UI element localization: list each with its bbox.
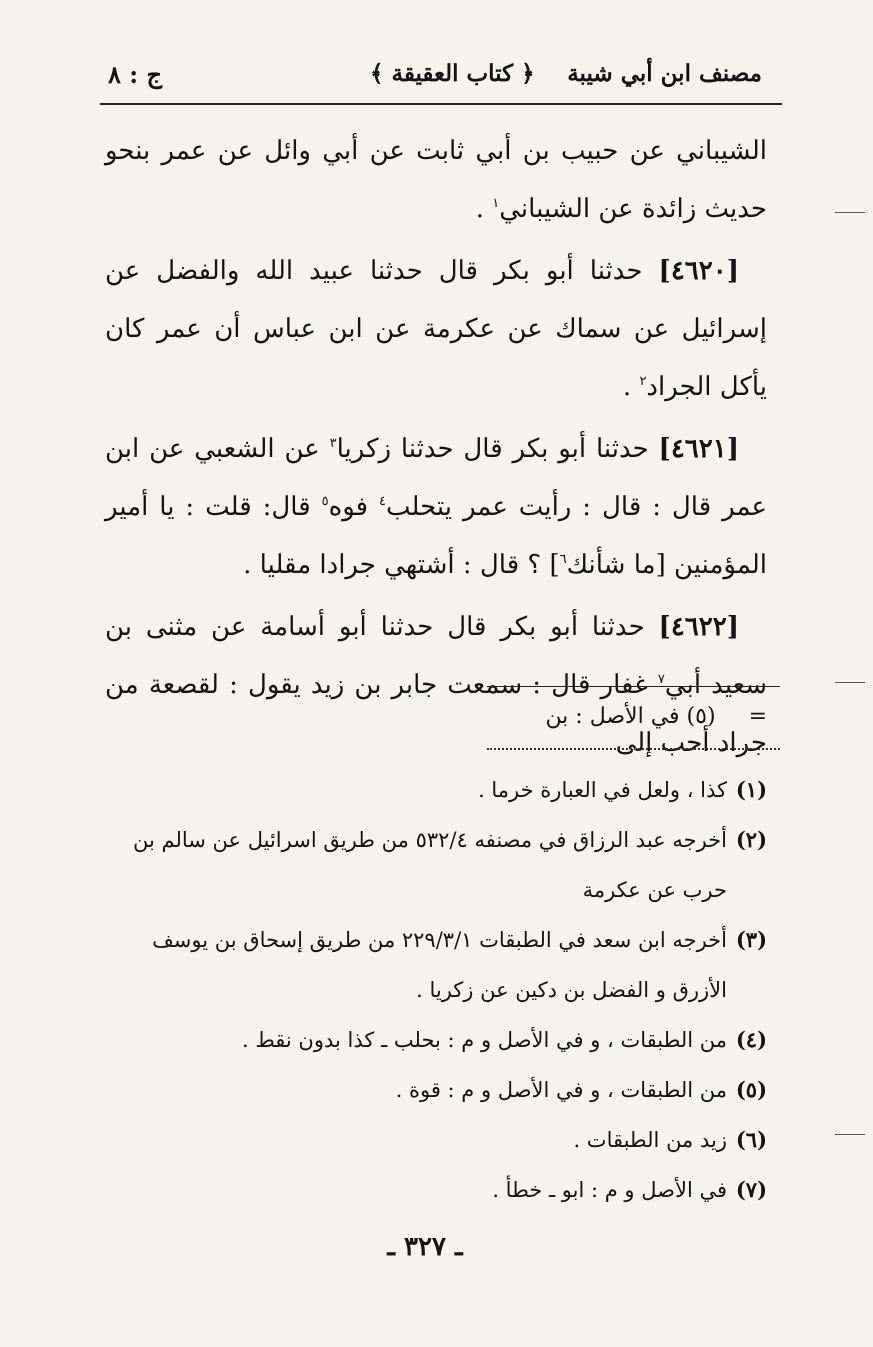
footnote-text: في الأصل و م : ابو ـ خطأ . xyxy=(492,1178,727,1202)
footnote-ref: ٥ xyxy=(321,494,329,509)
hadith-paragraph xyxy=(105,420,767,594)
continuation-marker: = xyxy=(748,704,767,729)
hadith-number: [٤٦٢٠] xyxy=(658,256,740,286)
footnote-number: (٦) xyxy=(735,1127,767,1152)
footnote-ref: ٦ xyxy=(559,552,567,567)
hadith-paragraph xyxy=(105,122,767,238)
footnote xyxy=(105,915,767,1015)
footnote-text: زيد من الطبقات . xyxy=(573,1128,727,1152)
paragraph-text: قال: قلت : يا أمير المؤمنين [ما شأنك xyxy=(105,492,767,580)
wavy-divider xyxy=(487,748,780,750)
footnote-ref: ٤ xyxy=(379,494,386,509)
paragraph-text: . xyxy=(622,372,640,402)
footnote-number: (٣) xyxy=(735,927,767,952)
paragraph-text: ] ؟ قال : أشتهي جرادا مقليا . xyxy=(243,550,560,580)
footnote xyxy=(105,815,767,915)
hadith-paragraph xyxy=(105,242,767,416)
footnote-number: (٧) xyxy=(735,1177,767,1202)
footnote-number: (٤) xyxy=(735,1027,767,1052)
footnote-text: أخرجه عبد الرزاق في مصنفه ٥٣٢/٤ من طريق اسرائيل عن سالم بن حرب عن عكرمة xyxy=(132,828,727,902)
footnote xyxy=(105,1115,767,1165)
margin-mark xyxy=(835,675,865,691)
paragraph-text: فوه xyxy=(328,492,380,522)
footnote-text: من الطبقات ، و في الأصل و م : قوة . xyxy=(395,1078,727,1102)
continued-footnote xyxy=(487,704,767,729)
paragraph-text: غفار قال : سمعت جابر بن زيد يقول : لقصعة من جراد أحب إلى xyxy=(105,670,767,758)
margin-mark xyxy=(835,1127,865,1143)
page-number: ـ ٣٢٧ ـ xyxy=(387,1232,463,1262)
running-header xyxy=(100,52,782,102)
margin-mark xyxy=(835,205,865,221)
footnote xyxy=(105,1165,767,1215)
footnote-ref: ٣ xyxy=(329,436,337,451)
work-title: مصنف ابن أبي شيبة xyxy=(567,60,762,87)
hadith-number: [٤٦٢٢] xyxy=(658,612,739,642)
paragraph-text: حدثنا أبو بكر قال حدثنا عبيد الله والفضل عن إسرائيل عن سماك عن عكرمة عن ابن عباس أن عمر كان يأكل الجراد xyxy=(105,256,767,402)
footnote xyxy=(105,1015,767,1065)
footnote-rule xyxy=(487,686,780,687)
footnote xyxy=(105,1065,767,1115)
footnote-ref: ٧ xyxy=(657,672,665,687)
paragraph-text: . xyxy=(475,194,493,224)
volume-number: ج : ٨ xyxy=(108,60,162,89)
paragraph-text: الشيباني عن حبيب بن أبي ثابت عن أبي وائل عن عمر بنحو حديث زائدة عن الشيباني xyxy=(105,136,767,224)
footnotes xyxy=(105,765,767,1215)
footnote-ref: ٢ xyxy=(639,374,647,389)
footnote xyxy=(105,765,767,815)
paragraph-text: عن الشعبي عن ابن عمر قال : قال : رأيت عمر يتحلب xyxy=(105,434,767,522)
paragraph-text: حدثنا أبو بكر قال حدثنا أبو أسامة عن مثنى بن سعيد أبي xyxy=(105,612,767,700)
footnote-text: من الطبقات ، و في الأصل و م : بحلب ـ كذا بدون نقط . xyxy=(242,1028,727,1052)
footnote-number: (٢) xyxy=(735,827,767,852)
chapter-title: ﴿ كتاب العقيقة ﴾ xyxy=(370,60,535,87)
footnote-number: (٥) xyxy=(735,1077,767,1102)
continued-footnote-text: (٥) في الأصل : بن xyxy=(545,704,716,729)
footnote-text: كذا ، ولعل في العبارة خرما . xyxy=(478,778,727,802)
hadith-number: [٤٦٢١] xyxy=(658,434,740,464)
footnote-number: (١) xyxy=(735,777,767,802)
footnote-text: أخرجه ابن سعد في الطبقات ٢٢٩/٣/١ من طريق إسحاق بن يوسف الأزرق و الفضل بن دكين عن زكريا . xyxy=(152,928,727,1002)
paragraph-text: حدثنا أبو بكر قال حدثنا زكريا xyxy=(336,434,659,464)
header-rule xyxy=(100,103,782,105)
main-text xyxy=(105,122,767,772)
hadith-paragraph xyxy=(105,598,767,772)
footnote-ref: ١ xyxy=(492,196,500,211)
